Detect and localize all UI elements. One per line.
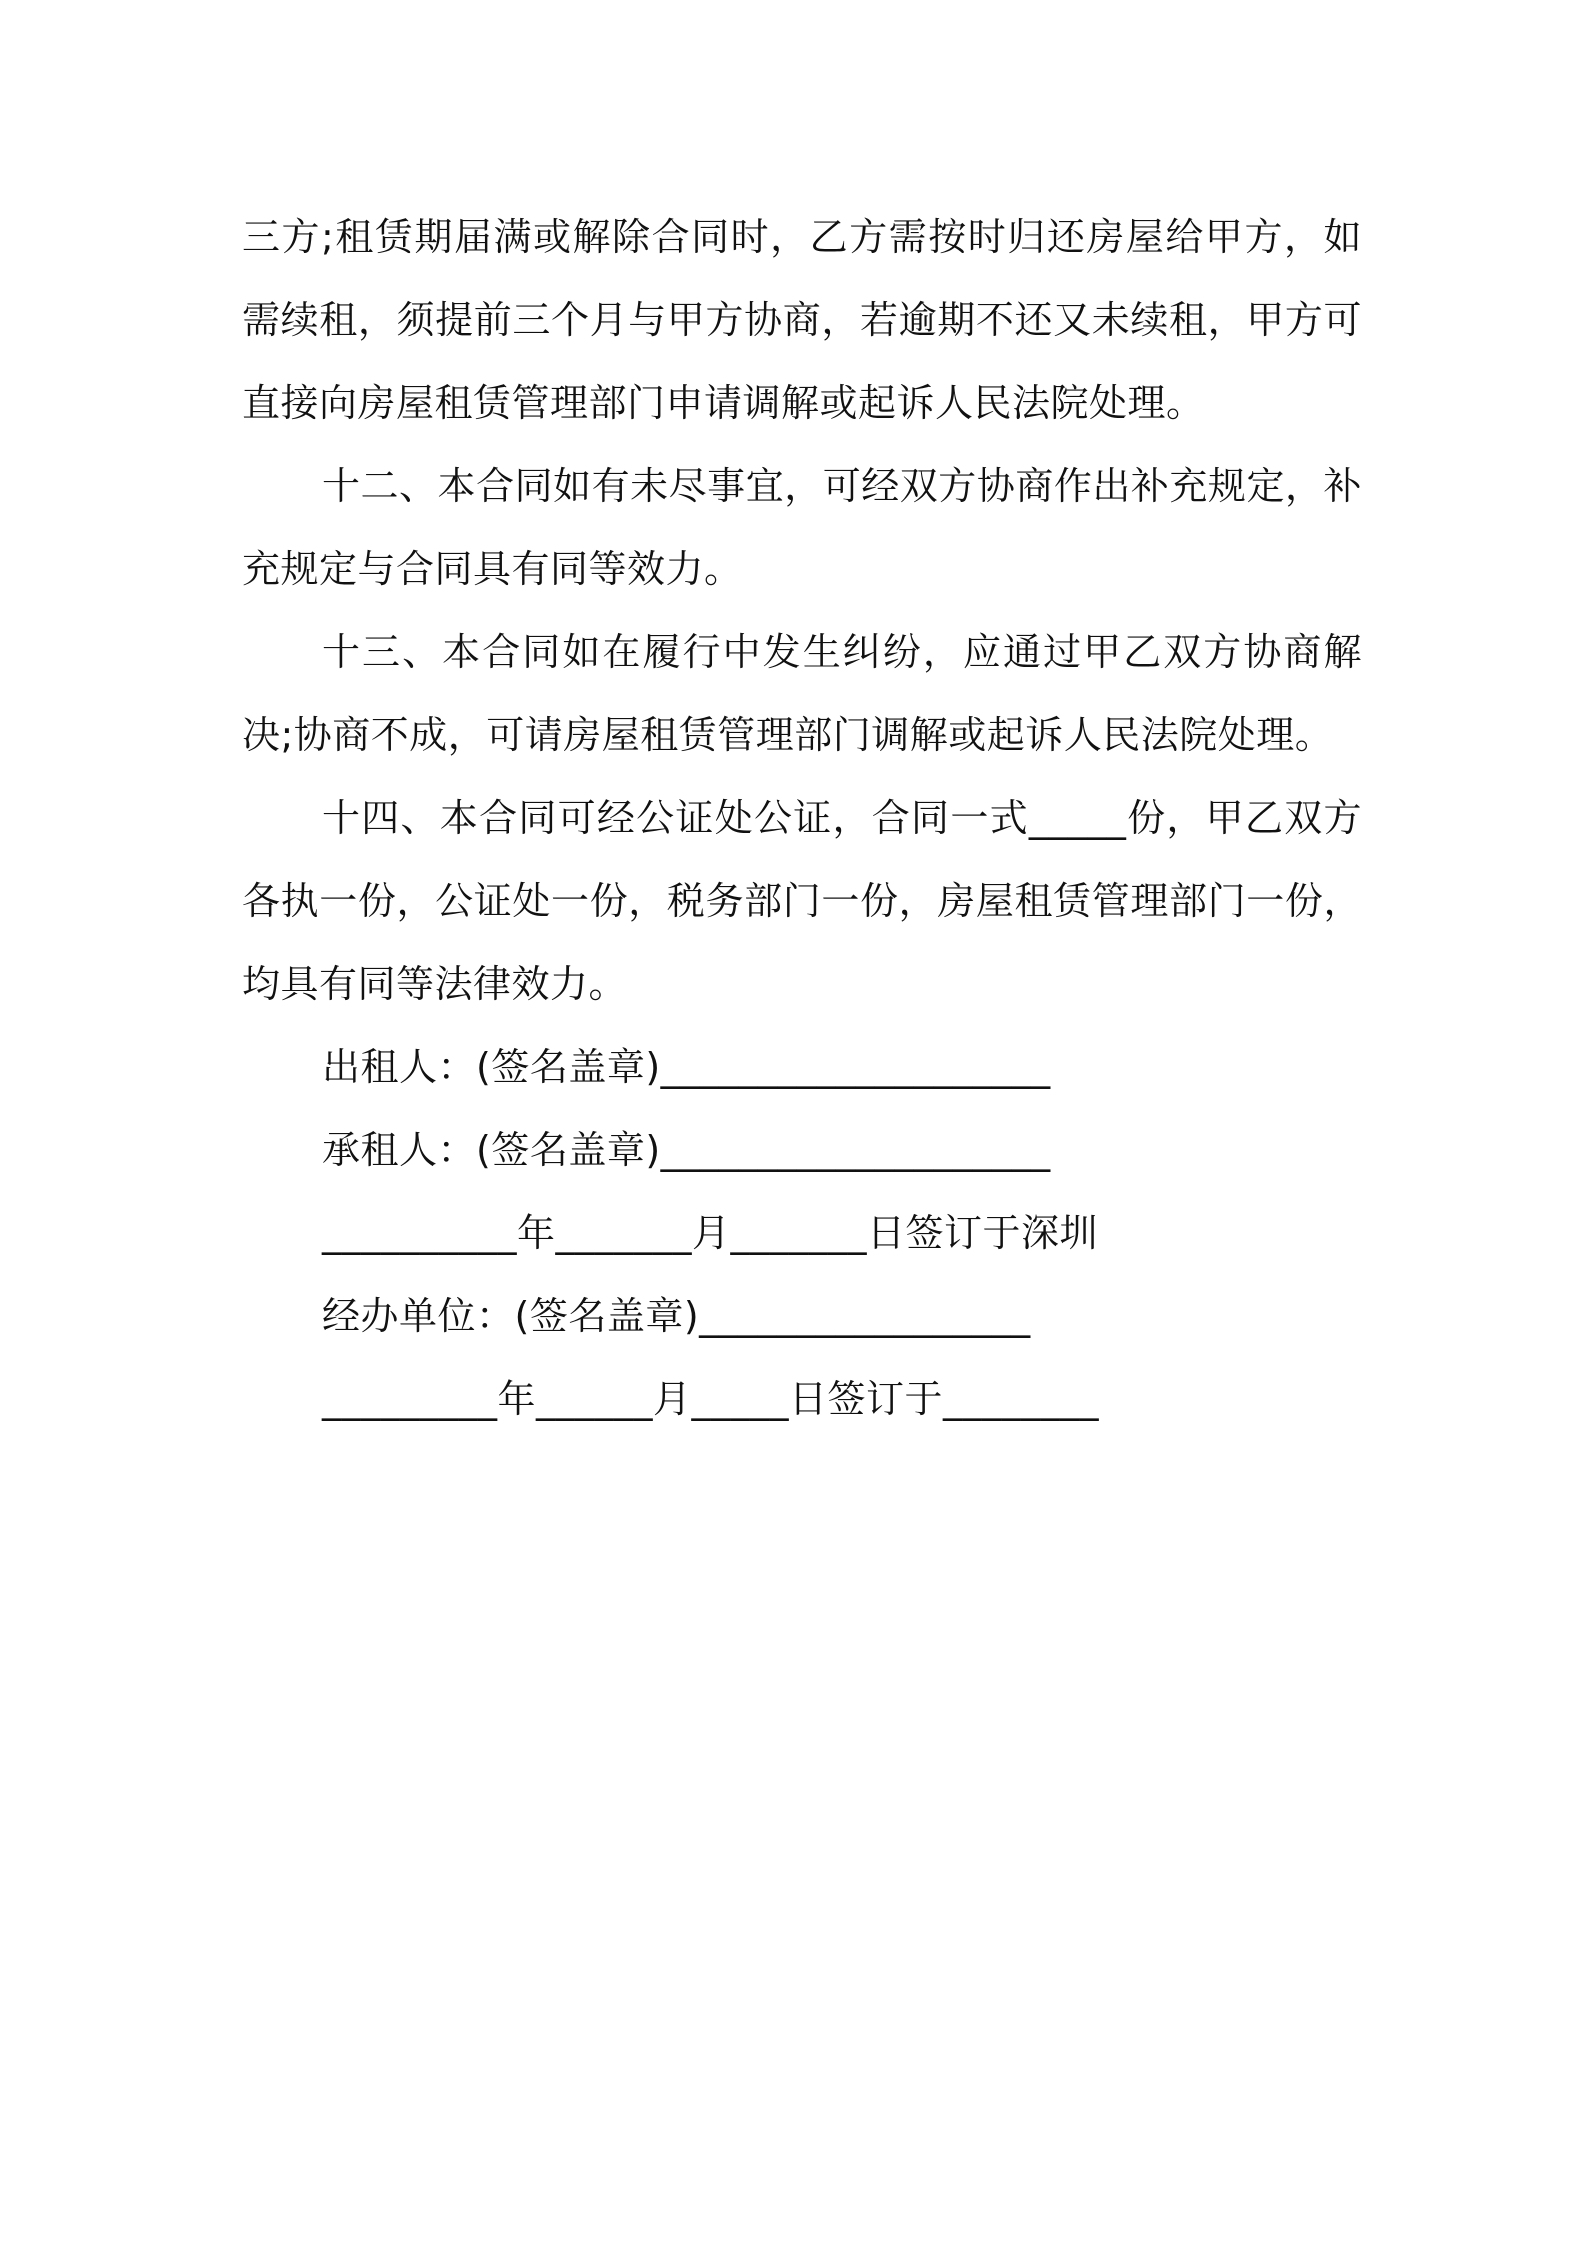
signature-line-agency: 经办单位：(签名盖章)_________________ <box>322 1294 1031 1338</box>
date-line-place: _________年______月_____日签订于________ <box>322 1377 1100 1421</box>
date-line-shenzhen: __________年_______月_______日签订于深圳 <box>322 1211 1099 1255</box>
paragraph-clause-12: 十二、本合同如有未尽事宜，可经双方协商作出补充规定，补充规定与合同具有同等效力。 <box>242 464 1362 591</box>
document-body <box>242 196 1362 1441</box>
signature-line-lessor: 出租人：(签名盖章)____________________ <box>322 1045 1051 1089</box>
signature-line-lessee: 承租人：(签名盖章)____________________ <box>322 1128 1051 1172</box>
paragraph-clause-14: 十四、本合同可经公证处公证，合同一式_____份，甲乙双方各执一份，公证处一份，税务部门一份，房屋租赁管理部门一份，均具有同等法律效力。 <box>242 796 1362 1006</box>
paragraph-clause-13: 十三、本合同如在履行中发生纠纷，应通过甲乙双方协商解决;协商不成，可请房屋租赁管理部门调解或起诉人民法院处理。 <box>242 630 1362 757</box>
paragraph-continuation: 三方;租赁期届满或解除合同时，乙方需按时归还房屋给甲方，如需续租，须提前三个月与甲方协商，若逾期不还又未续租，甲方可直接向房屋租赁管理部门申请调解或起诉人民法院处理。 <box>242 215 1362 425</box>
